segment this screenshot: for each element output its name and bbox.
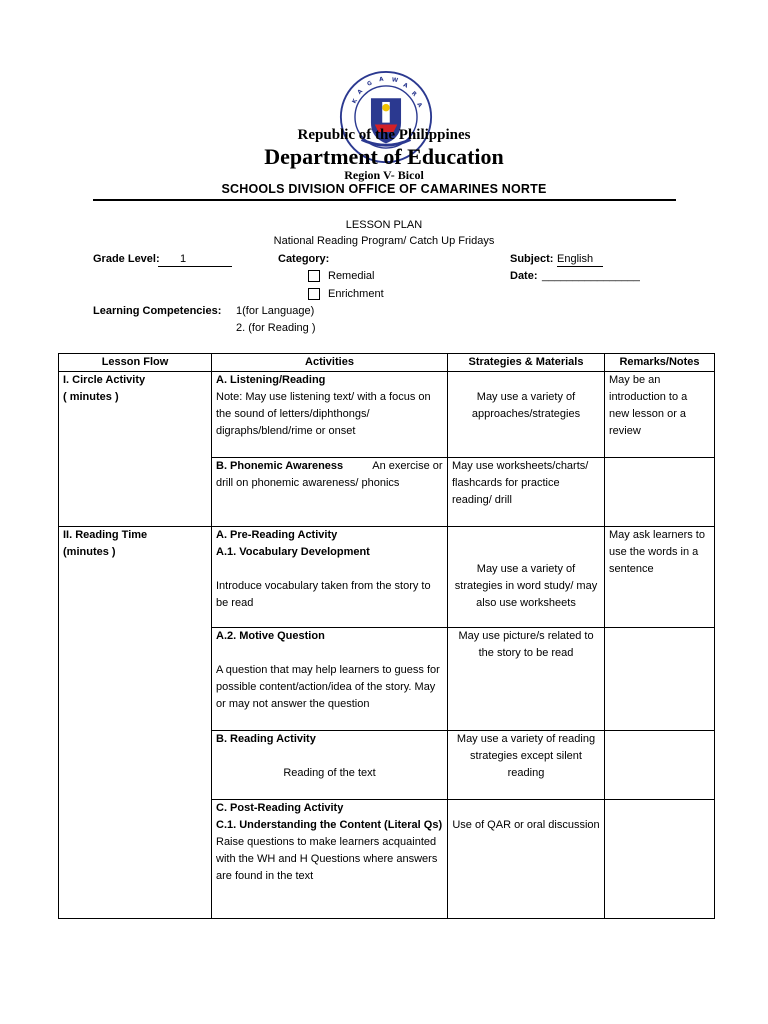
lesson-flow-table [58,353,715,919]
svg-text:A: A [415,101,423,109]
activity-cell [212,628,448,731]
enrichment-checkbox[interactable] [308,288,320,300]
activity-cell [212,458,448,527]
grade-level-field[interactable]: 1 [158,252,232,267]
lesson-flow-cell [59,527,212,919]
date-field[interactable]: ________________ [542,270,640,282]
activity-cell [212,731,448,800]
strategy-cell: May use a variety of reading strategies except silent reading [448,731,605,800]
activity-subtitle: A.1. Vocabulary Development [216,546,370,558]
competency-reading: 2. (for Reading ) [236,322,316,334]
svg-text:A: A [356,88,365,96]
competencies-label: Learning Competencies: [93,305,222,317]
remedial-checkbox[interactable] [308,270,320,282]
department-heading: Department of Education [264,144,504,169]
activity-title: B. Reading Activity [216,733,316,745]
competency-language: 1(for Language) [236,305,315,317]
circle-activity-minutes: ( minutes ) [63,391,119,403]
activity-title: B. Phonemic Awareness [216,460,344,472]
activity-title: A.2. Motive Question [216,630,325,642]
activity-body: Introduce vocabulary taken from the story to be read [216,580,431,609]
activity-subtitle: C.1. Understanding the Content (Literal Qs) [216,819,443,831]
lesson-flow-cell [59,372,212,527]
activity-title: A. Pre-Reading Activity [216,529,338,541]
svg-text:R: R [409,90,418,98]
category-label: Category: [278,253,330,265]
division-heading: SCHOOLS DIVISION OFFICE OF CAMARINES NORTE [221,182,547,196]
header-divider [93,199,676,201]
activity-body: An exercise or drill on phonemic awareness/ phonics [216,460,443,489]
table-header-row [59,354,715,372]
lesson-plan-title: LESSON PLAN [345,219,423,231]
column-header-strategies: Strategies & Materials [448,354,605,372]
remarks-cell [605,458,715,527]
svg-text:G: G [366,80,374,88]
remarks-cell: May ask learners to use the words in a sentence [605,527,715,628]
strategy-cell: May use picture/s related to the story to be read [448,628,605,731]
remarks-cell [605,800,715,919]
subject-field[interactable]: English [557,252,603,267]
subject-label: Subject: [510,253,554,265]
reading-time-label: II. Reading Time [63,529,148,541]
reading-time-minutes: (minutes ) [63,546,116,558]
activity-body: A question that may help learners to guess for possible content/action/idea of the story. May or may not answer the question [216,664,440,710]
column-header-activities: Activities [212,354,448,372]
table-row [59,527,715,628]
activity-cell [212,527,448,628]
activity-title: C. Post-Reading Activity [216,802,344,814]
activity-body: Note: May use listening text/ with a focus on the sound of letters/diphthongs/ digraphs/blend/rime or onset [216,391,431,437]
republic-heading: Republic of the Philippines [297,127,471,143]
activity-title: A. Listening/Reading [216,374,326,386]
remarks-cell [605,731,715,800]
activity-cell [212,800,448,919]
svg-text:K: K [351,98,359,105]
strategy-cell: May use a variety of strategies in word study/ may also use worksheets [448,527,605,628]
date-label: Date: [510,270,538,282]
strategy-cell: May use worksheets/charts/ flashcards for practice reading/ drill [448,458,605,527]
table-row [59,372,715,458]
enrichment-label: Enrichment [328,288,384,300]
remedial-label: Remedial [328,270,375,282]
activity-body: Reading of the text [283,767,376,779]
remarks-cell [605,628,715,731]
strategy-cell: May use a variety of approaches/strategies [448,372,605,458]
strategy-cell: Use of QAR or oral discussion [448,800,605,919]
lesson-plan-subtitle: National Reading Program/ Catch Up Fridays [273,235,495,247]
svg-text:W: W [391,77,399,85]
column-header-lesson-flow: Lesson Flow [59,354,212,372]
svg-text:A: A [378,76,385,84]
remarks-cell: May be an introduction to a new lesson or a review [605,372,715,458]
region-heading: Region V- Bicol [344,168,424,182]
grade-level-label: Grade Level: [93,253,160,265]
activity-cell [212,372,448,458]
column-header-remarks: Remarks/Notes [605,354,715,372]
activity-body: Raise questions to make learners acquainted with the WH and H Questions where answers are found in the text [216,836,438,882]
circle-activity-label: I. Circle Activity [63,374,146,386]
svg-text:A: A [402,82,409,90]
